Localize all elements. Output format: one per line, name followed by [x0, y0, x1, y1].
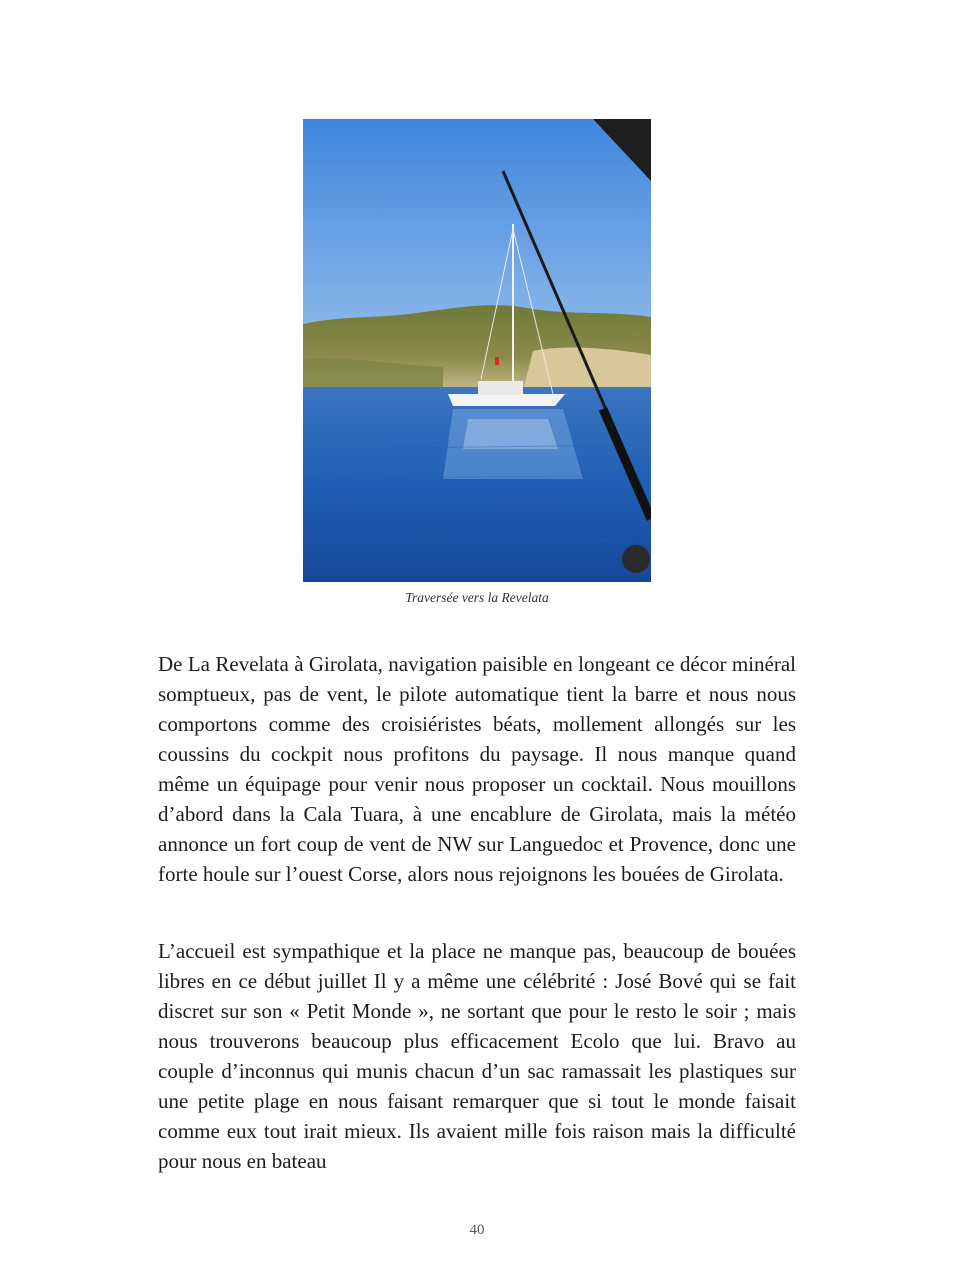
- sailboat-photo: [303, 119, 651, 582]
- body-paragraph-1: De La Revelata à Girolata, navigation paisible en longeant ce décor minéral somptueux, pas de vent, le pilote automatique tient la barre et nous nous comportons comme des croisiéristes béats, mollement allongés sur les coussins du cockpit nous profitons du paysage. Il nous manque quand même un équipage pour venir nous proposer un cocktail. Nous mouillons d’abord dans la Cala Tuara, à une encablure de Girolata, mais la météo annonce un fort coup de vent de NW sur Languedoc et Provence, donc une forte houle sur l’ouest Corse, alors nous rejoignons les bouées de Girolata.: [158, 652, 796, 886]
- body-paragraph-2: L’accueil est sympathique et la place ne manque pas, beaucoup de bouées libres en ce début juillet Il y a même une célébrité : José Bové qui se fait discret sur son « Petit Monde », ne sortant que pour le resto le soir ; mais nous trouverons beaucoup plus efficacement Ecolo que lui. Bravo au couple d’inconnus qui munis chacun d’un sac ramassait les plastiques sur une petite plage en nous faisant remarquer que si tout le monde faisait comme eux tout irait mieux. Ils avaient mille fois raison mais la difficulté pour nous en bateau: [158, 939, 796, 1173]
- page-number: 40: [469, 1222, 485, 1238]
- figure-caption: Traversée vers la Revelata: [405, 590, 549, 605]
